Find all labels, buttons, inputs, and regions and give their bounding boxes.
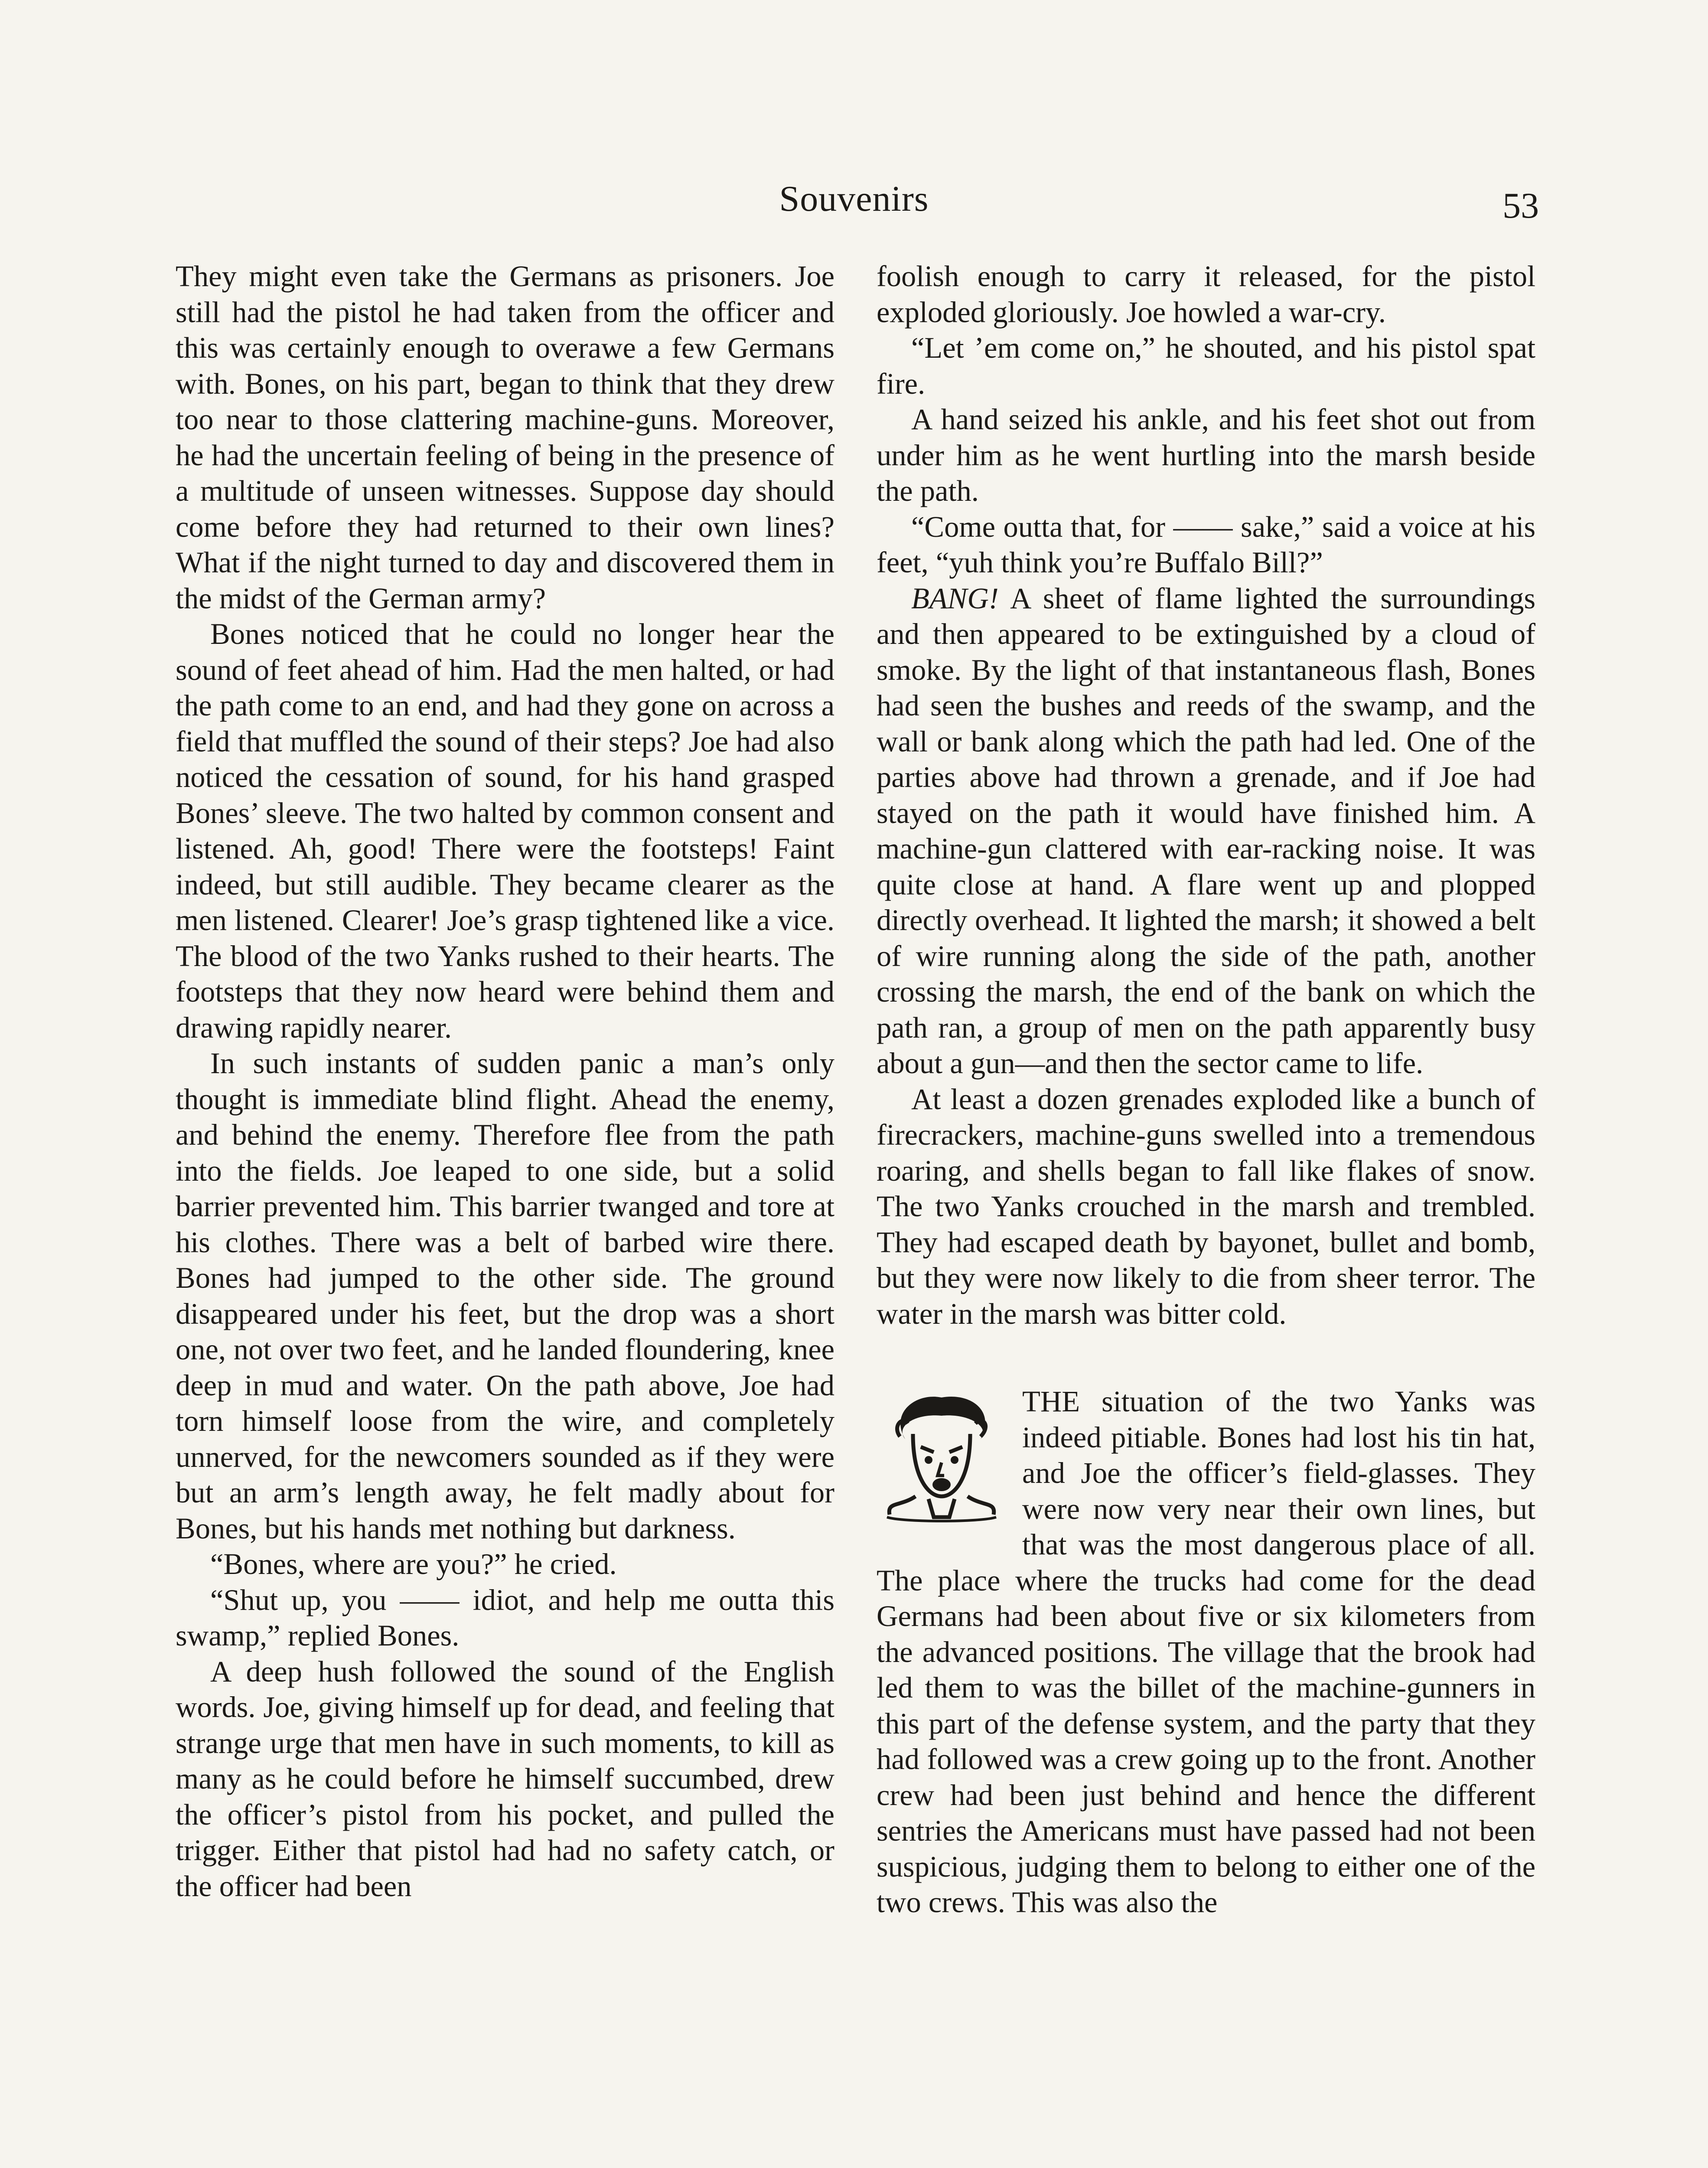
paragraph-text: THE situation of the two Yanks was indeed pitiable. Bones had lost his tin hat, and Joe the officer’s field-glasses. They were now very near their own lines, but that was the most dangerous place of all. The place where the trucks had come for the dead Germans had been about five or six kilometers from the advanced positions. The village that the brook had led them to was the billet of the machine-gunners in this part of the defense system, and the party that they had followed was a crew going up to the front. Another crew had been just behind and hence the different sentries the Americans must have passed had not been suspicious, judging them to belong to either one of the two crews. This was also the — [877, 1385, 1535, 1919]
bang-exclamation: BANG! — [911, 581, 999, 615]
paragraph: At least a dozen grenades exploded like a bunch of firecrackers, machine-guns swelled into a tremendous roaring, and shells began to fall like flakes of snow. The two Yanks crouched in the marsh and trembled. They had escaped death by bayonet, bullet and bomb, but they were now likely to die from sheer terror. The water in the marsh was bitter cold. — [877, 1082, 1535, 1330]
paragraph — [877, 581, 1535, 1081]
paragraph: A deep hush followed the sound of the English words. Joe, giving himself up for dead, and feeling that strange urge that men have in such moments, to kill as many as he could before he himself succumbed, drew the officer’s pistol from his pocket, and pulled the trigger. Either that pistol had had no safety catch, or the officer had been — [176, 1655, 834, 1903]
frightened-face-illustration — [877, 1387, 1007, 1530]
paragraph: In such instants of sudden panic a man’s only thought is immediate blind flight. Ahead the enemy, and behind the enemy. Therefore flee from the path into the fields. Joe leaped to one side, but a solid barrier prevented him. This barrier twanged and tore at his clothes. There was a belt of barbed wire there. Bones had jumped to the other side. The ground disappeared under his feet, but the drop was a short one, not over two feet, and he landed floundering, knee deep in mud and water. On the path above, Joe had torn himself loose from the wire, and completely unnerved, for the newcomers sounded as if they were but an arm’s length away, he felt madly about for Bones, but his hands met nothing but darkness. — [176, 1047, 834, 1545]
paragraph: foolish enough to carry it released, for the pistol exploded gloriously. Joe howled a war-cry. — [877, 260, 1535, 329]
section-paragraph — [877, 1384, 1535, 1920]
paragraph: “Bones, where are you?” he cried. — [210, 1548, 617, 1580]
paragraph: Bones noticed that he could no longer hear the sound of feet ahead of him. Had the men halted, or had the path come to an end, and had they gone on across a field that muffled the sound of their steps? Joe had also noticed the cessation of sound, for his hand grasped Bones’ sleeve. The two halted by common consent and listened. Ah, good! There were the footsteps! Faint indeed, but still audible. They became clearer as the men listened. Clearer! Joe’s grasp tightened like a vice. The blood of the two Yanks rushed to their hearts. The footsteps that they now heard were behind them and drawing rapidly nearer. — [176, 617, 834, 1044]
page-header — [0, 173, 1708, 225]
paragraph: A hand seized his ankle, and his feet shot out from under him as he went hurtling into the marsh beside the path. — [877, 403, 1535, 507]
paragraph: They might even take the Germans as prisoners. Joe still had the pistol he had taken from the officer and this was certainly enough to overawe a few Germans with. Bones, on his part, began to think that they drew too near to those clattering machine-guns. Moreover, he had the uncertain feeling of being in the presence of a multitude of unseen witnesses. Suppose day should come before they had returned to their own lines? What if the night turned to day and discovered them in the midst of the German army? — [176, 260, 834, 615]
paragraph: “Shut up, you —— idiot, and help me outta this swamp,” replied Bones. — [176, 1583, 834, 1652]
left-column — [176, 258, 834, 1904]
paragraph: “Let ’em come on,” he shouted, and his pistol spat fire. — [877, 331, 1535, 400]
running-title: Souvenirs — [779, 179, 929, 219]
right-column — [877, 258, 1535, 1920]
page-number: 53 — [1503, 186, 1539, 226]
paragraph-text: A sheet of flame lighted the surroundings and then appeared to be extinguished by a cloud of smoke. By the light of that instantaneous flash, Bones had seen the bushes and reeds of the swamp, and the wall or bank along which the path had led. One of the parties above had thrown a grenade, and if Joe had stayed on the path it would have finished him. A machine-gun clattered with ear-racking noise. It was quite close at hand. A flare went up and plopped directly overhead. It lighted the marsh; it showed a belt of wire running along the side of the path, another crossing the marsh, the end of the bank on which the path ran, a group of men on the path apparently busy about a gun—and then the sector came to life. — [877, 581, 1535, 1080]
paragraph: “Come outta that, for —— sake,” said a voice at his feet, “yuh think you’re Buffalo Bill?” — [877, 510, 1535, 579]
frightened-face-icon — [877, 1387, 1007, 1530]
